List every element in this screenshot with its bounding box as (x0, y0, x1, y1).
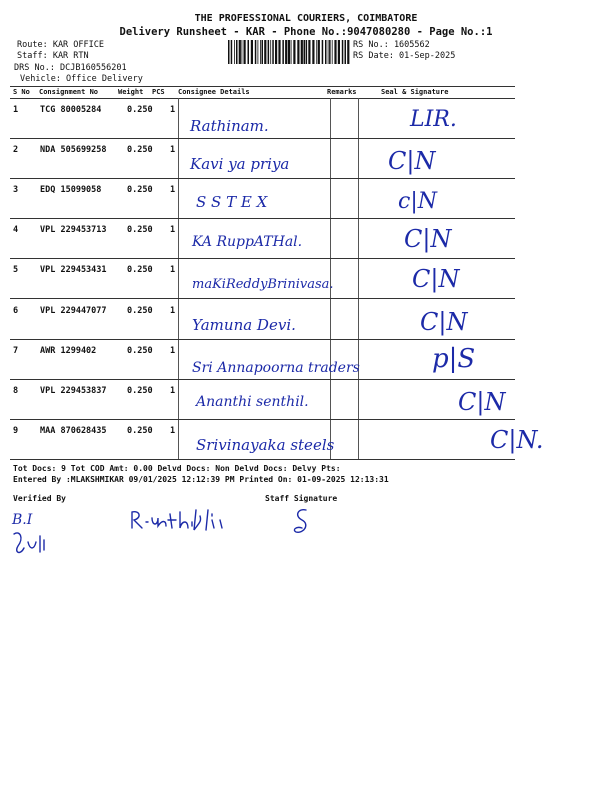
rs-number: RS No.: 1605562 (353, 40, 430, 50)
barcode-bar (228, 40, 230, 64)
staff-signature (290, 506, 314, 540)
barcode-bar (288, 40, 290, 64)
barcode-bar (334, 40, 336, 64)
barcode-bar (297, 40, 299, 64)
barcode (228, 40, 350, 64)
barcode-bar (304, 40, 306, 64)
barcode-bar (268, 40, 270, 64)
row-seal-signature: C|N (412, 265, 460, 294)
row-consignment-no: TCG 80005284 (40, 105, 102, 115)
barcode-bar (312, 40, 314, 64)
barcode-bar (278, 40, 280, 64)
staff-signature-label: Staff Signature (265, 494, 338, 503)
barcode-bar (332, 40, 333, 64)
barcode-bar (325, 40, 327, 64)
rs-date: RS Date: 01-Sep-2025 (353, 51, 456, 61)
row-seal-signature: C|N (458, 387, 506, 416)
col-consignee: Consignee Details (178, 88, 250, 96)
barcode-bar (236, 40, 238, 64)
barcode-bar (231, 40, 233, 64)
table-bottom-border (10, 459, 515, 460)
row-sno: 8 (13, 385, 19, 396)
barcode-bar (308, 40, 310, 64)
barcode-bar (293, 40, 295, 64)
barcode-bar (255, 40, 256, 64)
barcode-bar (244, 40, 246, 64)
row-consignment-no: AWR 1299402 (40, 345, 97, 356)
row-sno: 9 (13, 425, 19, 436)
barcode-bar (301, 40, 303, 64)
row-sno: 7 (13, 345, 19, 356)
table-row (10, 139, 515, 179)
row-weight: 0.250 (127, 265, 153, 276)
company-title: THE PROFESSIONAL COURIERS, COIMBATORE (194, 13, 418, 24)
barcode-bar (239, 40, 241, 64)
row-consignment-no: MAA 870628435 (40, 425, 107, 436)
row-consignment-no: VPL 229453431 (40, 265, 107, 276)
col-sno: S No (13, 88, 30, 96)
receiver-signature (128, 506, 246, 534)
table-row (10, 420, 544, 460)
row-seal-signature: LIR. (410, 107, 457, 132)
row-pcs: 1 (170, 425, 176, 436)
barcode-bar (262, 40, 264, 64)
row-sno: 3 (13, 185, 19, 196)
barcode-bar (270, 40, 271, 64)
barcode-bar (251, 40, 253, 64)
row-pcs: 1 (170, 185, 176, 196)
barcode-bar (329, 40, 331, 64)
barcode-bar (338, 40, 340, 64)
row-weight: 0.250 (127, 185, 153, 196)
row-consignee-handwriting: S S T E X (196, 193, 268, 212)
entered-by-line: Entered By :MLAKSHMIKAR 09/01/2025 12:12:39 PM Printed On: 01-09-2025 12:13:31 (13, 475, 389, 484)
route-label: Route: KAR OFFICE (17, 40, 104, 50)
barcode-bar (306, 40, 308, 64)
row-pcs: 1 (170, 225, 176, 236)
row-consignee-handwriting: KA RuppATHal. (192, 234, 303, 251)
row-consignee-handwriting: Rathinam. (190, 117, 269, 135)
table-row (10, 340, 515, 380)
verified-initials: B.I (12, 512, 33, 528)
col-seal: Seal & Signature (381, 88, 449, 96)
row-sno: 4 (13, 225, 19, 236)
table-row (10, 219, 515, 259)
barcode-bar (345, 40, 347, 64)
barcode-bar (328, 40, 329, 64)
row-pcs: 1 (170, 385, 176, 396)
row-consignee-handwriting: Kavi ya priya (190, 155, 290, 174)
table-row (10, 300, 515, 340)
barcode-bar (347, 40, 349, 64)
staff-label: Staff: KAR RTN (17, 51, 89, 61)
row-sno: 1 (13, 105, 19, 115)
row-seal-signature: C|N (420, 307, 468, 336)
row-seal-signature: C|N (404, 225, 452, 254)
row-consignee-handwriting: Srivinayaka steels (196, 435, 335, 454)
barcode-bar (282, 40, 284, 64)
row-consignment-no: VPL 229453837 (40, 385, 107, 396)
row-seal-signature: c|N (398, 189, 437, 215)
table-top-border (10, 86, 515, 87)
row-weight: 0.250 (127, 225, 153, 236)
barcode-bar (322, 40, 324, 64)
barcode-bar (291, 40, 292, 64)
table-row (10, 259, 515, 299)
row-weight: 0.250 (127, 345, 153, 356)
row-consignee-handwriting: maKiReddyBrinivasa. (192, 277, 334, 293)
barcode-bar (248, 40, 250, 64)
col-weight: Weight (118, 88, 144, 96)
row-consignment-no: VPL 229447077 (40, 305, 107, 316)
barcode-bar (272, 40, 274, 64)
row-pcs: 1 (170, 265, 176, 276)
row-seal-signature: C|N. (490, 425, 544, 454)
table-row (10, 179, 515, 219)
drs-number: DRS No.: DCJB160556201 (14, 63, 127, 73)
col-pcs: PCS (152, 88, 165, 96)
row-weight: 0.250 (127, 425, 153, 436)
verified-signature (10, 528, 50, 562)
barcode-bar (234, 40, 235, 64)
row-consignee-handwriting: Yamuna Devi. (192, 315, 296, 334)
row-seal-signature: C|N (388, 147, 436, 176)
row-weight: 0.250 (127, 105, 153, 115)
row-consignment-no: VPL 229453713 (40, 225, 107, 236)
row-weight: 0.250 (127, 305, 153, 316)
table-row (10, 380, 515, 420)
row-pcs: 1 (170, 345, 176, 356)
row-pcs: 1 (170, 145, 176, 156)
row-pcs: 1 (170, 305, 176, 316)
barcode-bar (258, 40, 259, 64)
barcode-bar (342, 40, 344, 64)
table-row (10, 99, 515, 139)
runsheet-title: Delivery Runsheet - KAR - Phone No.:9047080280 - Page No.:1 (119, 26, 493, 38)
row-weight: 0.250 (127, 385, 153, 396)
barcode-bar (318, 40, 320, 64)
row-sno: 2 (13, 145, 19, 156)
row-sno: 6 (13, 305, 19, 316)
row-consignee-handwriting: Ananthi senthil. (196, 393, 309, 410)
row-consignee-handwriting: Sri Annapoorna traders (192, 359, 360, 376)
barcode-bar (275, 40, 277, 64)
row-consignment-no: EDQ 15099058 (40, 185, 102, 196)
verified-by-label: Verified By (13, 494, 66, 503)
barcode-bar (260, 40, 261, 64)
barcode-bar (264, 40, 266, 64)
totals-line: Tot Docs: 9 Tot COD Amt: 0.00 Delvd Docs: Non Delvd Docs: Delvy Pts: (13, 464, 341, 473)
row-consignment-no: NDA 505699258 (40, 145, 107, 156)
row-pcs: 1 (170, 105, 176, 115)
col-remarks: Remarks (327, 88, 357, 96)
vehicle-label: Vehicle: Office Delivery (20, 74, 143, 84)
col-consignment: Consignment No (39, 88, 99, 96)
barcode-bar (316, 40, 317, 64)
barcode-bar (285, 40, 287, 64)
row-sno: 5 (13, 265, 19, 276)
row-weight: 0.250 (127, 145, 153, 156)
row-seal-signature: p|S (432, 343, 476, 374)
barcode-bar (242, 40, 243, 64)
